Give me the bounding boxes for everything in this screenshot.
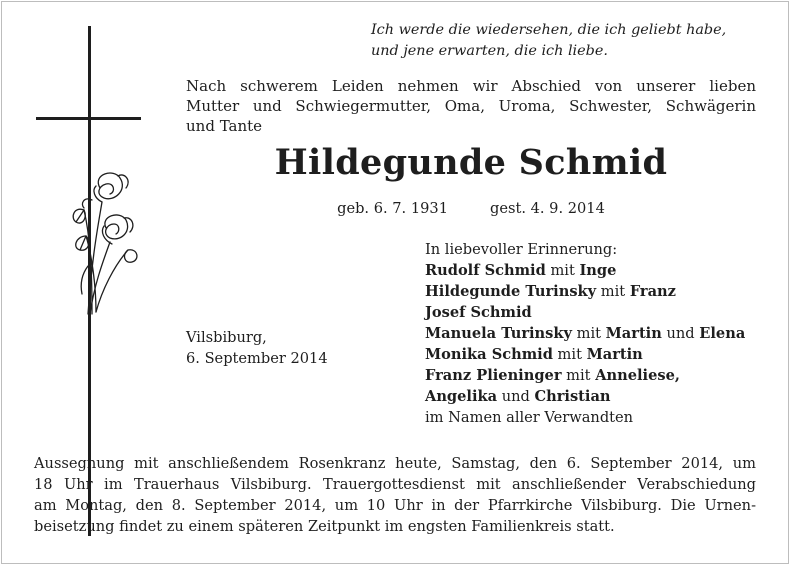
funeral-details-line: beisetzung findet zu einem späteren Zeitpunkt im engsten Familienkreis statt.: [34, 518, 615, 535]
mourners-heading: In liebevoller Erinnerung:: [425, 241, 618, 258]
intro-text: [186, 76, 756, 136]
quote-line: Ich werde die wiedersehen, die ich geliebt habe,: [371, 22, 727, 38]
mourner-row: [425, 365, 770, 386]
mourner-name: Rudolf Schmid: [425, 262, 546, 279]
death-date: gest. 4. 9. 2014: [489, 200, 605, 217]
quote-line: und jene erwarten, die ich liebe.: [371, 43, 608, 59]
mourner-name: Martin: [605, 325, 662, 342]
mourner-name: Elena: [699, 325, 746, 342]
mourner-name: Angelika: [425, 388, 498, 405]
mourner-connector: und: [497, 388, 535, 405]
mourner-connector: und: [661, 325, 700, 342]
mourner-row: [425, 344, 770, 365]
birth-date: geb. 6. 7. 1931: [337, 200, 448, 217]
mourner-name: Inge: [579, 262, 617, 279]
funeral-details-line: Aussegnung mit anschließendem Rosenkranz heute, Samstag, den 6. September 2014, um: [34, 455, 756, 472]
intro-line: Nach schwerem Leiden nehmen wir Abschied von unserer lieben: [186, 77, 756, 95]
mourner-row: [425, 386, 770, 407]
mourner-name: Christian: [534, 388, 611, 405]
mourner-name: Hildegunde Turinsky: [425, 283, 597, 300]
mourner-name: Franz Plieninger: [425, 367, 562, 384]
mourner-name: Josef Schmid: [425, 304, 532, 321]
intro-line: Mutter und Schwiegermutter, Oma, Uroma, Schwester, Schwägerin: [186, 97, 756, 115]
mourner-connector: mit: [596, 283, 630, 300]
mourner-name: Anneliese,: [595, 367, 680, 384]
mourner-name: Manuela Turinsky: [425, 325, 572, 342]
place-date: [186, 327, 406, 369]
mourner-connector: mit: [545, 262, 580, 279]
place-city: Vilsbiburg,: [186, 329, 267, 346]
intro-line: und Tante: [186, 117, 263, 135]
mourner-rows: [425, 260, 770, 407]
mourner-name: Martin: [586, 346, 643, 363]
roses-icon: [62, 166, 142, 316]
funeral-details: [34, 453, 756, 537]
mourner-row: [425, 302, 770, 323]
mourner-row: [425, 281, 770, 302]
mourner-row: [425, 260, 770, 281]
mourner-name: Franz: [629, 283, 676, 300]
funeral-details-line: 18 Uhr im Trauerhaus Vilsbiburg. Trauergottesdienst mit anschließender Verabschiedung: [34, 476, 756, 493]
place-date-text: 6. September 2014: [186, 350, 328, 367]
cross-horizontal-bar: [36, 117, 141, 120]
life-dates: [186, 199, 756, 219]
quote: [371, 20, 771, 62]
mourner-connector: mit: [571, 325, 606, 342]
mourner-connector: mit: [552, 346, 587, 363]
funeral-details-line: am Montag, den 8. September 2014, um 10 Uhr in der Pfarrkirche Vilsbiburg. Die Urnen-: [34, 497, 756, 514]
mourners-list: [425, 239, 770, 428]
mourner-row: [425, 323, 770, 344]
mourner-connector: mit: [561, 367, 596, 384]
deceased-name: Hildegunde Schmid: [274, 142, 668, 183]
mourners-closing: im Namen aller Verwandten: [425, 409, 634, 426]
mourner-name: Monika Schmid: [425, 346, 553, 363]
